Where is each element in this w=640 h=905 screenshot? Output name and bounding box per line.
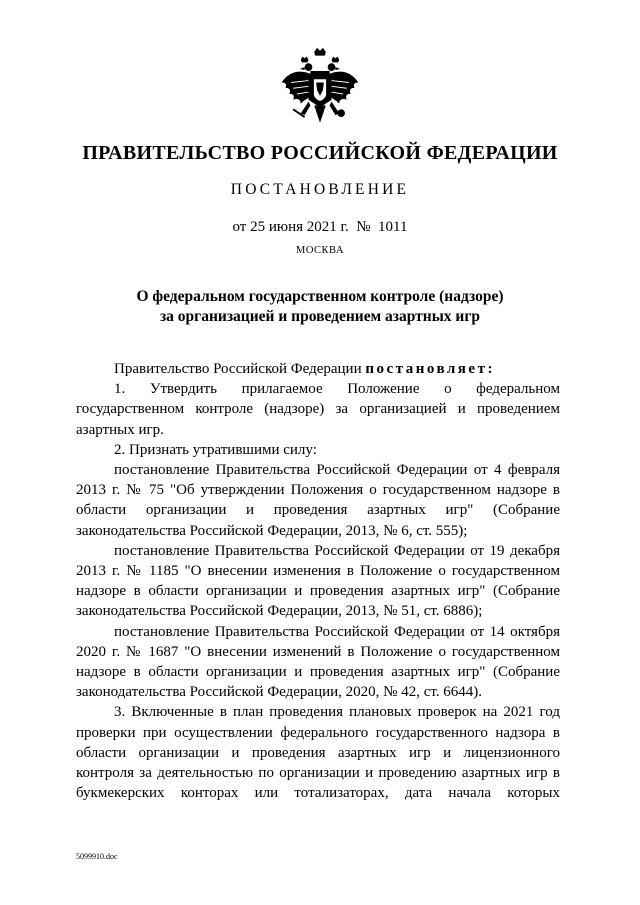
coat-of-arms-emblem [272,46,368,142]
paragraph-repealed-2: постановление Правительства Российской Федерации от 19 декабря 2013 г. № 1185 "О внесении изменения в Положение о государственном надзоре в области организации и проведения азартных игр" (Собрание законодательства Российской Федерации, 2013, № 51, ст. 6886); [76,542,560,620]
paragraph-repealed-3: постановление Правительства Российской Федерации от 14 октября 2020 г. № 1687 "О внесении изменений в Положение о государственном надзоре в области организации и проведения азартных игр" (Собрание законодательства Российской Федерации, 2020, № 42, ст. 6644). [76,623,560,701]
decree-subject [96,287,544,327]
document-type: ПОСТАНОВЛЕНИЕ [230,181,410,198]
decree-body [76,359,560,803]
subject-line-2: за организацией и проведением азартных игр [159,308,481,325]
government-name: ПРАВИТЕЛЬСТВО РОССИЙСКОЙ ФЕДЕРАЦИИ [82,142,558,164]
decree-date-number: от 25 июня 2021 г. № 1011 [232,219,408,235]
paragraph-repealed-1: постановление Правительства Российской Федерации от 4 февраля 2013 г. № 75 "Об утверждении Положения о государственном надзоре в области организации и проведения азартных игр" (Собрание законодательства Российской Федерации, 2013, № 6, ст. 555); [76,462,560,539]
paragraph-1: 1. Утвердить прилагаемое Положение о федеральном государственном контроле (надзоре) за организацией и проведением азартных игр. [76,381,560,438]
paragraph-2: 2. Признать утратившими силу: [114,441,317,458]
issuing-city: МОСКВА [296,245,344,256]
intro-text: Правительство Российской Федерации [114,361,366,377]
resolves-keyword: постановляет: [365,361,495,377]
paragraph-3: 3. Включенные в план проведения плановых проверок на 2021 год проверки при осуществлении федерального государственного надзора в области организации и проведения азартных игр и лицензионного контроля за деятельностью по организации и проведению азартных игр в букмекерских конторах или тотализаторах, дата начала которых [76,704,560,802]
document-file-id: 5099910.doc [76,852,118,861]
intro-paragraph [76,359,560,379]
subject-line-1: О федеральном государственном контроле (надзоре) [136,288,504,305]
